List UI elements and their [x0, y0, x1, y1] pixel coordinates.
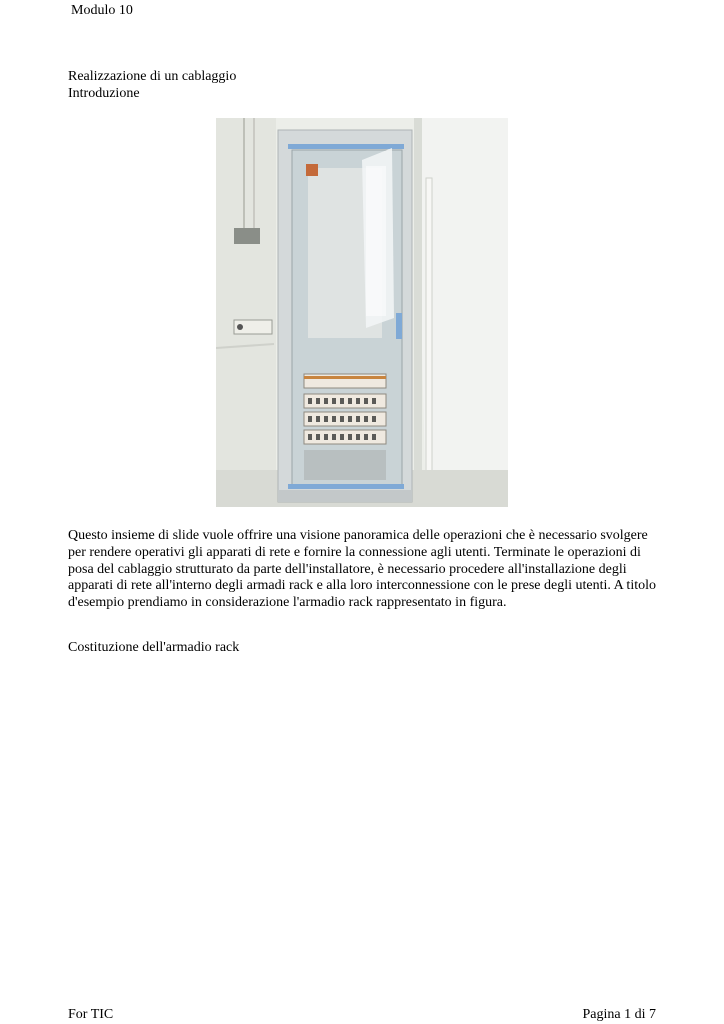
footer-left: For TIC: [68, 1007, 114, 1022]
page-number: Pagina 1 di 7: [582, 1007, 656, 1022]
page-header: Modulo 10: [71, 3, 133, 18]
document-title: Realizzazione di un cablaggio: [68, 69, 237, 84]
rack-cabinet-photo: [216, 118, 508, 507]
intro-paragraph: Questo insieme di slide vuole offrire una visione panoramica delle operazioni che è necessario svolgere per rendere operativi gli apparati di rete e fornire la connessione agli utenti. Terminate le operazioni di posa del cablaggio strutturato da parte dell'installatore, è necessario procedere all'installazione degli apparati di rete all'interno degli armadi rack e alla loro interconnessione con le prese degli utenti. A titolo d'esempio prendiamo in considerazione l'armadio rack rappresentato in figura.: [68, 528, 656, 611]
section-title-introduction: Introduzione: [68, 86, 140, 101]
section-title-rack: Costituzione dell'armadio rack: [68, 640, 240, 655]
